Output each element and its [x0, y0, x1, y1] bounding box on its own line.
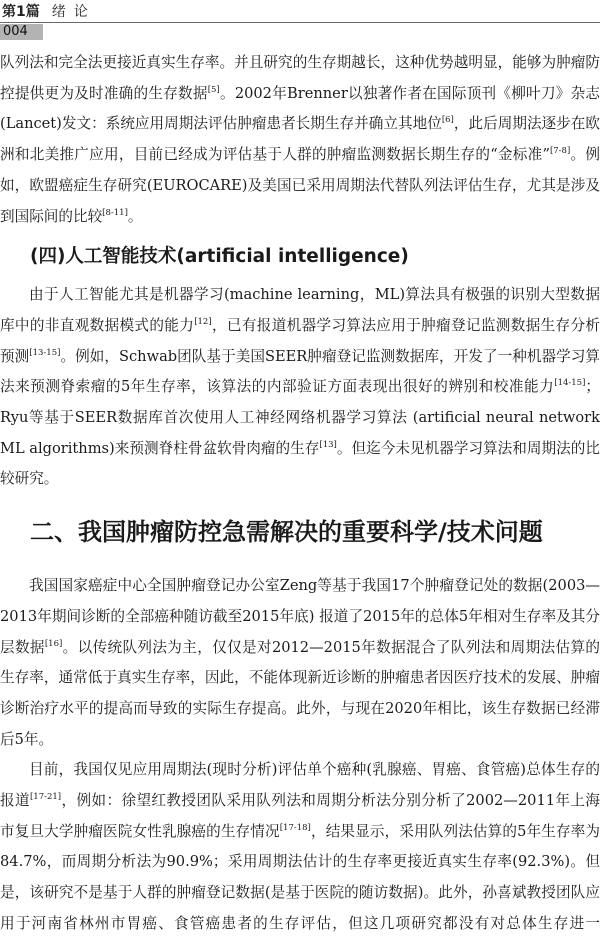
text-run: 。例如，Schwab团队基于美国SEER肿瘤登记监测数据库，开发了一种机器学习算法来预测脊索瘤的5年生存率，该算法的内部验证方面表现出很好的辨别和校准能力	[0, 347, 600, 396]
text-run: ；Ryu等基于SEER数据库首次使用人工神经网络机器学习算法 (artificial neural network ML algorithms)来预测脊柱骨盆软骨肉瘤的生存	[0, 378, 600, 457]
text-run: 。2002年Brenner以独著作者在国际顶刊《柳叶刀》杂志(Lancet)发文：系统应用周期法评估肿瘤患者长期生存并确立其地位	[0, 84, 600, 133]
paragraph-china-period-studies	[0, 755, 600, 939]
page-body	[0, 48, 600, 940]
citation: [13-15]	[29, 347, 61, 358]
text-run: 。例如，欧盟癌症生存研究(EUROCARE)及美国已采用周期法代替队列法评估生存，尤其是涉及到国际间的比较	[0, 146, 600, 225]
citation: [8-11]	[102, 207, 128, 218]
citation: [17-21]	[29, 792, 62, 803]
paragraph-period-method-advantages	[0, 48, 600, 232]
part-label: 第1篇	[2, 4, 40, 20]
citation: [14-15]	[554, 378, 586, 389]
text-run: 队列法和完全法更接近真实生存率。并且研究的生存期越长，这种优势越明显，能够为肿瘤防控提供更为及时准确的生存数据	[0, 54, 600, 102]
text-run: 。以传统队列法为主，仅仅是对2012—2015年数据混合了队列法和周期法估算的生存率，通常低于真实生存率，因此，不能体现新近诊断的肿瘤患者因医疗技术的发展、肿瘤诊断治疗水平的提高而导致的实际生存提高。此外，与现在2020年相比，该生存数据已经滞后5年。	[0, 638, 600, 748]
text-run: 。	[127, 207, 143, 225]
citation: [16]	[44, 638, 63, 649]
text-run: 。但迄今未见机器学习算法和周期法的比较研究。	[0, 439, 600, 488]
chapter-label: 绪论	[51, 4, 96, 20]
text-run: ，结果显示，采用队列法估算的5年生存率为84.7%，而周期分析法为90.9%；采用周期法估计的生存率更接近真实生存率(92.3%)。但是，该研究不是基于人群的肿瘤登记数据(是基于医院的随访数据)。此外，孙喜斌教授团队应用于河南省林州市胃癌、食管癌患者的生存评估，但这几项研究都没有对总体生存进一	[0, 822, 600, 932]
citation: [6]	[441, 115, 454, 126]
text-run: 我国国家癌症中心全国肿瘤登记办公室Zeng等基于我国17个肿瘤登记处的数据(2003—2013年期间诊断的全部癌种随访截至2015年底) 报道了2015年的总体5年相对生存率及其分层数据	[0, 577, 600, 656]
citation: [13]	[319, 439, 337, 450]
citation: [7-8]	[549, 146, 571, 157]
page-number-band	[0, 22, 600, 40]
header-rule	[0, 22, 600, 23]
section-heading: 二、我国肿瘤防控急需解决的重要科学/技术问题	[30, 518, 543, 547]
text-run: ，例如：徐望红教授团队采用队列法和周期分析法分别分析了2002—2011年上海市复旦大学肿瘤医院女性乳腺癌的生存情况	[0, 792, 600, 840]
citation: [5]	[207, 84, 220, 95]
text-run: 目前，我国仅见应用周期法(现时分析)评估单个癌种(乳腺癌、胃癌、食管癌)总体生存的报道	[0, 761, 600, 810]
page-number: 004	[0, 24, 43, 40]
citation: [17-18]	[279, 822, 311, 833]
paragraph-zeng-report	[0, 571, 600, 755]
subheading-ai: (四)人工智能技术(artificial intelligence)	[30, 246, 409, 268]
text-run: ，此后周期法逐步在欧洲和北美推广应用，目前已经成为评估基于人群的肿瘤监测数据长期生存的“金标准”	[0, 115, 600, 164]
text-run: ，已有报道机器学习算法应用于肿瘤登记监测数据生存分析预测	[0, 316, 600, 365]
paragraph-ai	[0, 280, 600, 495]
running-head	[0, 0, 600, 22]
citation: [12]	[194, 316, 212, 327]
text-run: 由于人工智能尤其是机器学习(machine learning，ML)算法具有极强的识别大型数据库中的非直观数据模式的能力	[0, 286, 600, 334]
